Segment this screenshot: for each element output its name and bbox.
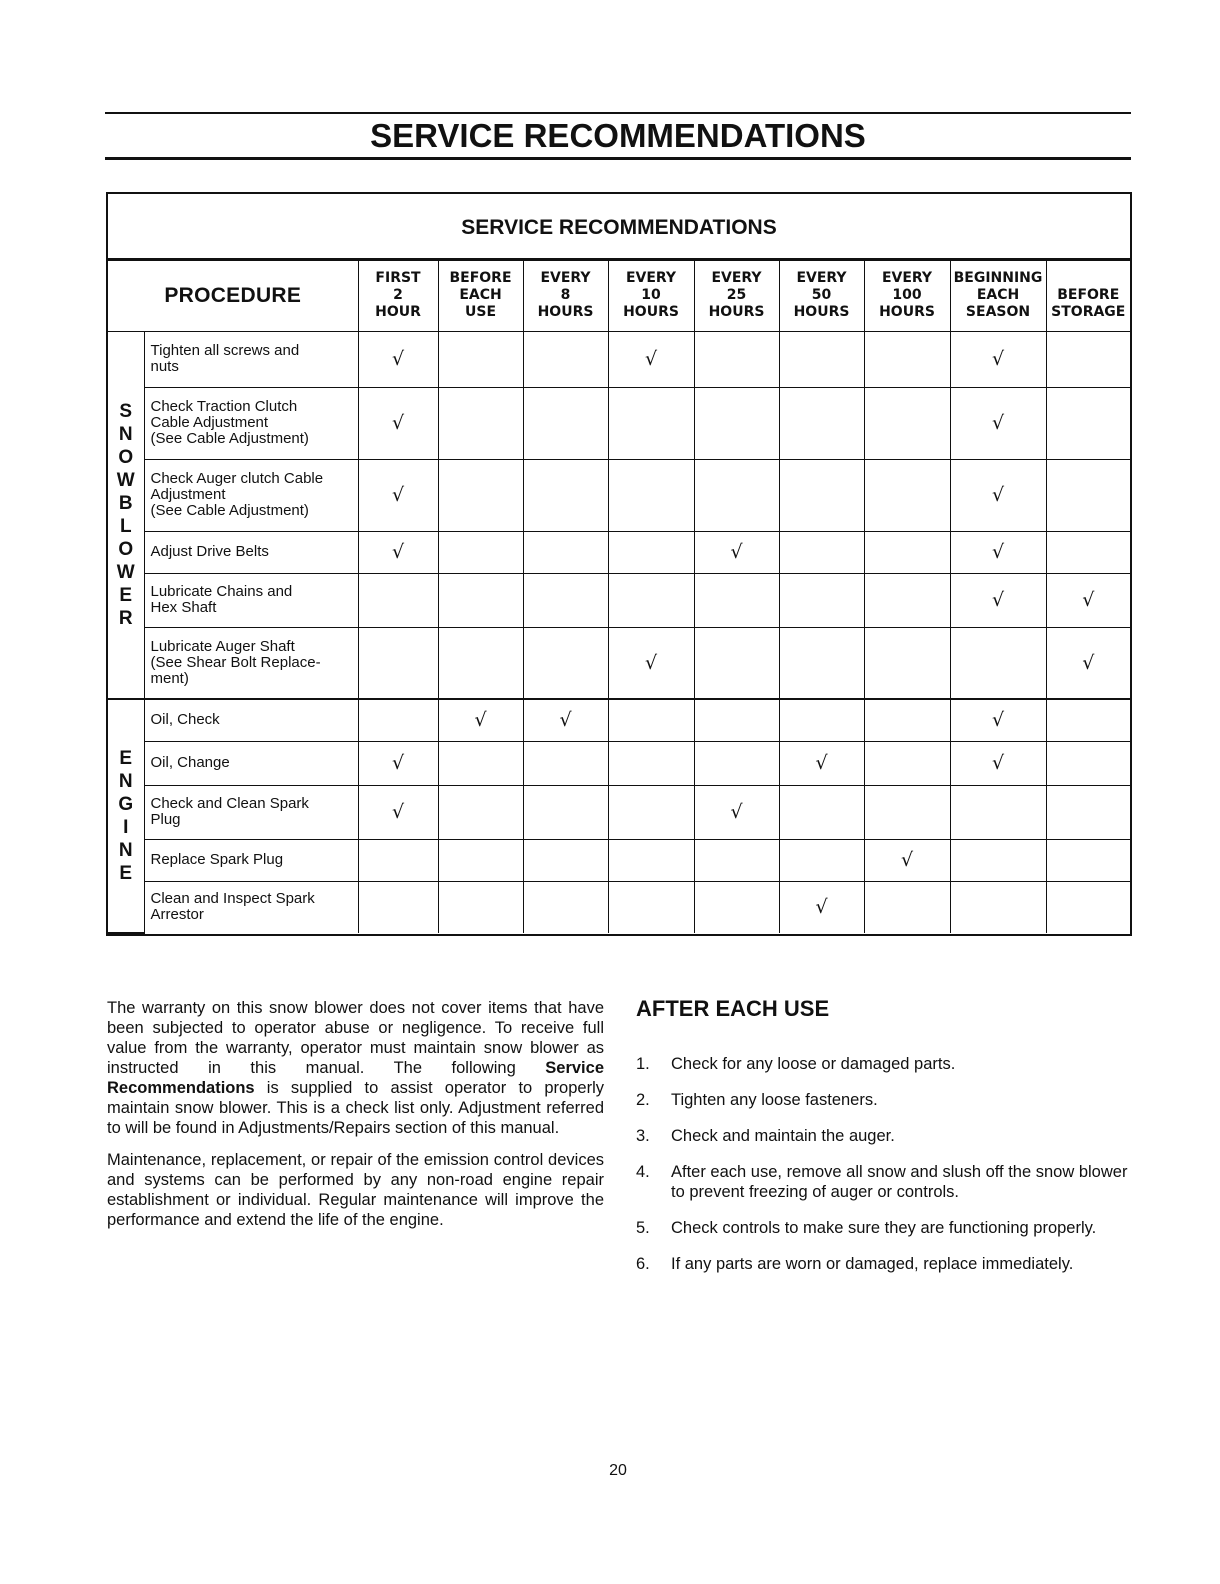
list-item-text: Check and maintain the auger. [671,1127,895,1145]
procedure-line: Hex Shaft [150,599,217,616]
interval-header [523,261,608,331]
table-row [108,699,1130,741]
check-cell [608,573,694,627]
procedure-line: nuts [150,358,179,375]
group-label-letter: L [119,515,132,537]
table-caption: SERVICE RECOMMENDATIONS [108,194,1130,261]
interval-header [694,261,779,331]
table-row [108,627,1130,699]
list-item-number: 5. [636,1219,650,1237]
table-row [108,459,1130,531]
procedure-cell [144,331,358,387]
check-cell [864,741,950,785]
check-cell [694,741,779,785]
group-label [108,699,144,933]
check-cell [1046,573,1130,627]
check-cell [779,387,864,459]
checkmark-icon: √ [730,801,743,823]
procedure-line: Check and Clean Spark [150,795,309,812]
interval-header-line: EVERY [711,270,762,287]
procedure-cell [144,741,358,785]
check-cell [694,881,779,933]
check-cell [864,785,950,839]
list-item [636,1126,1132,1146]
check-cell [358,331,438,387]
interval-header-line: EVERY [881,270,933,287]
procedure-cell [144,699,358,741]
check-cell [608,785,694,839]
service-table-frame [106,192,1132,936]
list-item-number: 3. [636,1127,650,1145]
group-label-letter: S [119,400,133,422]
group-label-letter: N [118,771,133,792]
checkmark-icon: √ [991,752,1005,774]
interval-header-line [1047,270,1131,287]
checkmark-icon: √ [991,412,1005,434]
checkmark-icon: √ [730,541,743,563]
check-cell [523,699,608,741]
procedure-line: Check Traction Clutch [150,398,298,415]
check-cell [438,699,523,741]
warranty-paragraph: The warranty on this snow blower does not cover items that have been subjected to operator abuse or negligence. To receive full value from the warranty, operator must maintain snow blower as instructed in this manual. The following Service Recommendations is supplied to assist operator to properly maintain snow blower. This is a check list only. Adjustment referred to will be found in Adjustments/Repairs section of this manual. [107,999,604,1137]
interval-header-line: 10 [641,287,661,304]
interval-header [779,261,864,331]
check-cell [438,531,523,573]
procedure-cell [144,459,358,531]
check-cell [779,699,864,741]
check-cell [608,459,694,531]
group-label-letter: G [118,794,134,815]
check-cell [779,331,864,387]
check-cell [864,387,950,459]
list-item [636,1218,1132,1238]
check-cell [438,839,523,881]
group-label-letter: E [119,584,133,606]
interval-header [864,261,950,331]
page-number: 20 [609,1462,627,1479]
list-item [636,1090,1132,1110]
checkmark-icon: √ [391,752,405,774]
check-cell [438,785,523,839]
checkmark-icon: √ [559,709,572,732]
procedure-line: (See Cable Adjustment) [150,502,309,519]
check-cell [864,699,950,741]
procedure-line: Cable Adjustment [150,414,269,431]
interval-header-line: HOURS [623,304,679,321]
interval-header [950,261,1046,331]
procedure-line: Check Auger clutch Cable [150,470,324,487]
check-cell [1046,881,1130,933]
check-cell [779,785,864,839]
check-cell [950,839,1046,881]
check-cell [523,839,608,881]
check-cell [694,573,779,627]
interval-header-line: 50 [811,287,832,304]
table-header-row [108,261,1130,331]
check-cell [358,627,438,699]
check-cell [1046,531,1130,573]
check-cell [438,387,523,459]
page-title: SERVICE RECOMMENDATIONS [370,117,866,154]
check-cell [608,881,694,933]
table-row [108,573,1130,627]
group-label-letter: N [118,423,133,445]
interval-header-line: BEFORE [449,270,512,287]
checkmark-icon: √ [1082,589,1095,611]
check-cell [864,627,950,699]
procedure-line: Replace Spark Plug [150,851,284,868]
check-cell [694,839,779,881]
check-cell [779,839,864,881]
group-label-letter: B [118,492,133,514]
procedure-cell [144,387,358,459]
interval-header-line: HOURS [879,304,935,321]
procedure-line: ment) [150,669,189,687]
check-cell [358,387,438,459]
list-item-text: After each use, remove all snow and slush off the snow blower to prevent freezing of auger or controls. [671,1163,1128,1201]
table-row [108,785,1130,839]
procedure-line: Plug [150,811,181,828]
check-cell [523,387,608,459]
check-cell [779,741,864,785]
group-label-letter: W [116,561,135,583]
interval-header-line: USE [465,304,497,321]
check-cell [950,387,1046,459]
check-cell [1046,387,1130,459]
check-cell [608,387,694,459]
group-label-letter: I [123,817,129,838]
procedure-cell [144,627,358,699]
check-cell [694,459,779,531]
check-cell [864,331,950,387]
title-rule-bottom [105,157,1131,160]
check-cell [523,785,608,839]
interval-header-line: BEFORE [1057,287,1120,304]
check-cell [1046,785,1130,839]
check-cell [779,627,864,699]
interval-header-line: 25 [726,287,747,304]
check-cell [950,531,1046,573]
check-cell [950,741,1046,785]
list-item [636,1162,1132,1202]
table-row [108,881,1130,933]
interval-header [608,261,694,331]
check-cell [523,741,608,785]
check-cell [1046,699,1130,741]
group-label-letter: E [119,748,133,769]
group-label-letter: W [116,469,135,491]
interval-header-line: EVERY [625,270,677,287]
interval-header-line: HOURS [708,304,765,321]
service-table [108,261,1130,934]
list-item-number: 6. [636,1255,650,1273]
check-cell [358,741,438,785]
check-cell [523,531,608,573]
check-cell [608,627,694,699]
list-item-text: Tighten any loose fasteners. [671,1091,878,1109]
procedure-cell [144,785,358,839]
interval-header [358,261,438,331]
checkmark-icon: √ [644,651,658,674]
procedure-line: Lubricate Chains and [150,583,293,600]
interval-header-line: 100 [892,287,922,304]
interval-header-line: 8 [560,287,571,304]
checkmark-icon: √ [644,348,658,370]
check-cell [523,881,608,933]
procedure-line: Oil, Check [150,711,220,729]
check-cell [694,785,779,839]
check-cell [523,459,608,531]
check-cell [1046,627,1130,699]
check-cell [950,331,1046,387]
check-cell [358,785,438,839]
procedure-cell [144,881,358,933]
check-cell [779,459,864,531]
list-item-number: 2. [636,1091,650,1109]
list-item-number: 4. [636,1163,650,1181]
procedure-line: Arrestor [150,906,204,924]
check-cell [779,531,864,573]
checkmark-icon: √ [991,589,1005,611]
procedure-line: Clean and Inspect Spark [150,890,315,908]
check-cell [608,839,694,881]
group-label [108,331,144,699]
checkmark-icon: √ [474,709,487,732]
check-cell [694,387,779,459]
interval-header [1046,261,1130,331]
interval-header [438,261,523,331]
check-cell [694,331,779,387]
check-cell [608,531,694,573]
group-label-letter: R [118,607,133,629]
interval-header-line: 2 [393,287,403,304]
check-cell [950,881,1046,933]
procedure-line: Adjust Drive Belts [150,543,269,560]
procedure-line: Oil, Change [150,754,230,771]
check-cell [608,699,694,741]
procedure-line: (See Shear Bolt Replace- [150,653,321,671]
check-cell [358,881,438,933]
interval-header-line: EVERY [796,270,847,287]
checkmark-icon: √ [391,801,405,823]
list-item [636,1254,1132,1274]
check-cell [608,741,694,785]
checkmark-icon: √ [815,752,828,774]
procedure-line: Adjustment [150,486,226,503]
check-cell [950,459,1046,531]
check-cell [864,881,950,933]
interval-header-line: HOURS [793,304,850,321]
group-label-letter: E [119,863,133,884]
check-cell [694,531,779,573]
emission-paragraph: Maintenance, replacement, or repair of the emission control devices and systems can be performed by any non-road engine repair establishment or individual. Regular maintenance will improve the performance and extend the life of the engine. [107,1151,604,1229]
checkmark-icon: √ [815,896,828,919]
check-cell [779,881,864,933]
check-cell [523,331,608,387]
check-cell [1046,459,1130,531]
checkmark-icon: √ [1082,651,1095,674]
check-cell [358,699,438,741]
checkmark-icon: √ [391,484,405,506]
interval-header-line: HOURS [537,304,594,321]
check-cell [694,699,779,741]
checkmark-icon: √ [991,484,1005,506]
check-cell [438,627,523,699]
checkmark-icon: √ [391,541,405,563]
checkmark-icon: √ [900,849,914,871]
check-cell [779,573,864,627]
check-cell [358,573,438,627]
list-item-text: Check for any loose or damaged parts. [671,1055,956,1073]
check-cell [523,627,608,699]
check-cell [358,459,438,531]
checkmark-icon: √ [991,541,1005,563]
checkmark-icon: √ [391,348,405,370]
interval-header-line: EVERY [540,270,591,287]
interval-header-line: EACH [976,287,1020,304]
check-cell [438,459,523,531]
list-item-number: 1. [636,1055,650,1073]
check-cell [358,839,438,881]
check-cell [1046,839,1130,881]
check-cell [1046,741,1130,785]
check-cell [358,531,438,573]
bold-term: Service Recommendations [107,1059,604,1097]
check-cell [1046,331,1130,387]
table-row [108,331,1130,387]
table-row [108,387,1130,459]
after-each-use-title: AFTER EACH USE [636,996,830,1021]
group-label-letter: N [118,840,133,861]
check-cell [694,627,779,699]
check-cell [864,459,950,531]
check-cell [523,573,608,627]
interval-header-line: BEGINNING [953,270,1043,287]
checkmark-icon: √ [991,709,1005,732]
table-row [108,741,1130,785]
checkmark-icon: √ [991,348,1005,370]
procedure-cell [144,531,358,573]
interval-header-line: EACH [459,287,502,304]
interval-header-line: HOUR [375,304,421,321]
check-cell [950,573,1046,627]
table-row [108,839,1130,881]
group-label-letter: O [118,446,134,468]
interval-header-line: STORAGE [1051,304,1126,321]
check-cell [438,741,523,785]
list-item [636,1054,1132,1074]
checkmark-icon: √ [391,412,405,434]
procedure-cell [144,573,358,627]
check-cell [950,699,1046,741]
list-item-text: Check controls to make sure they are functioning properly. [671,1219,1097,1237]
procedure-line: (See Cable Adjustment) [150,430,309,447]
check-cell [608,331,694,387]
procedure-header: PROCEDURE [108,261,358,331]
list-item-text: If any parts are worn or damaged, replace immediately. [671,1255,1074,1273]
procedure-cell [144,839,358,881]
table-row [108,531,1130,573]
warranty-text [107,998,604,1242]
check-cell [950,627,1046,699]
procedure-line: Lubricate Auger Shaft [150,637,295,655]
check-cell [864,573,950,627]
interval-header-line: FIRST [375,270,421,287]
procedure-line: Tighten all screws and [150,342,300,359]
check-cell [950,785,1046,839]
check-cell [438,573,523,627]
interval-header-line: SEASON [965,304,1031,321]
after-each-use-list [636,1054,1132,1290]
check-cell [864,839,950,881]
check-cell [438,881,523,933]
group-label-letter: O [118,538,134,560]
check-cell [438,331,523,387]
check-cell [864,531,950,573]
